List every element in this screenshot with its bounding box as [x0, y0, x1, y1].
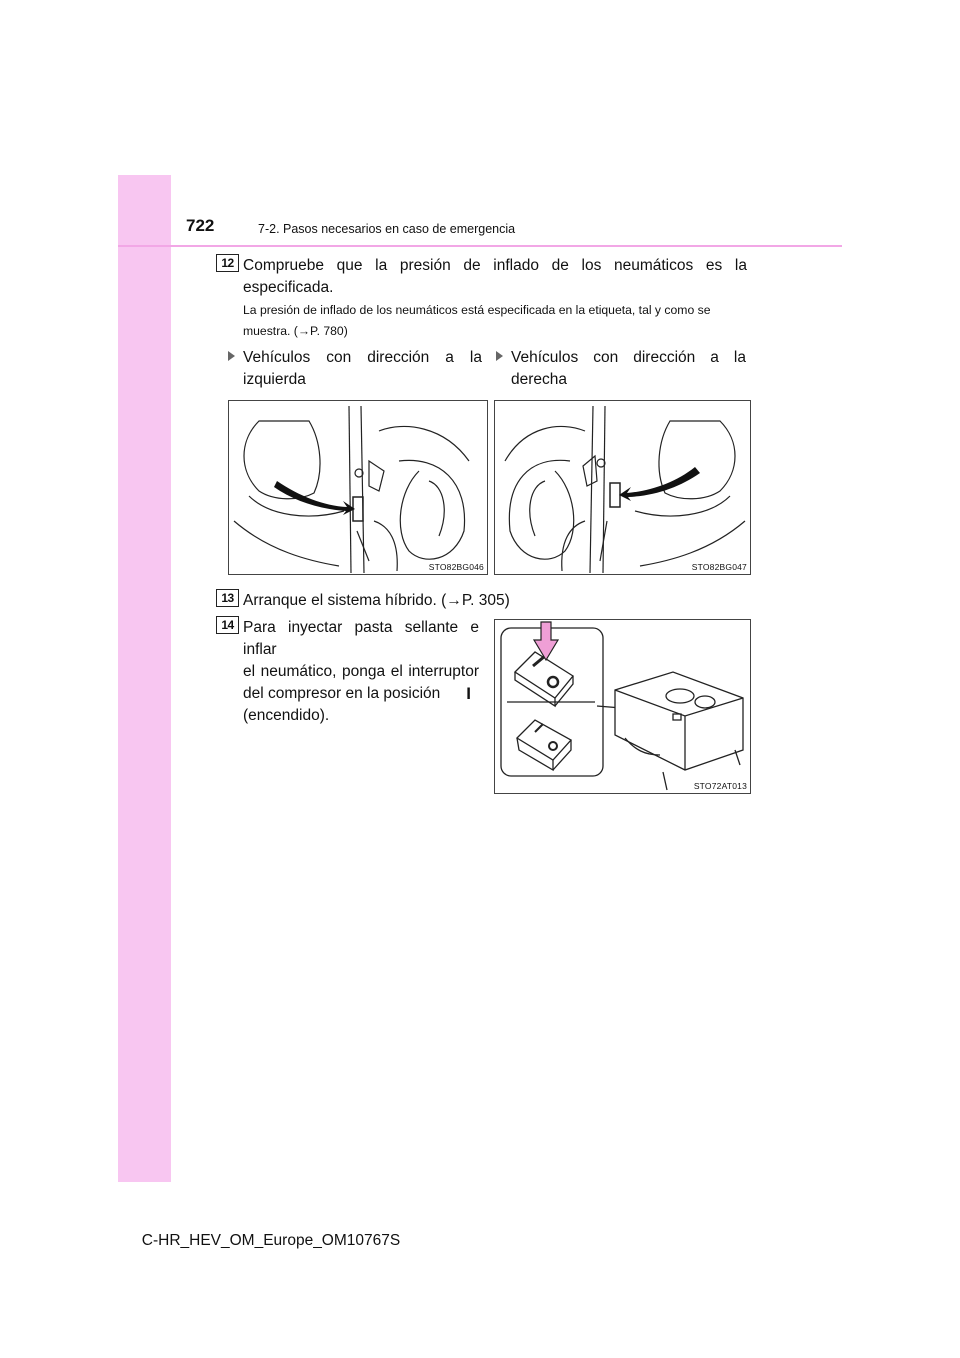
compressor-switch-illustration	[494, 619, 751, 794]
right-figure-code: STO82BG047	[691, 562, 747, 572]
step-14-badge: 14	[216, 616, 239, 634]
header-rule	[118, 245, 842, 247]
triangle-bullet-icon	[496, 351, 503, 361]
step-13-badge: 13	[216, 589, 239, 607]
on-position-symbol: I	[466, 684, 471, 703]
page-number: 722	[186, 216, 215, 235]
right-drive-illustration	[494, 400, 751, 575]
step-13-text: Arranque el sistema híbrido. (→P. 305)	[243, 592, 510, 609]
chapter-sidebar-tab	[118, 175, 171, 1182]
left-figure-code: STO82BG046	[428, 562, 484, 572]
door-pillar-drawing	[229, 401, 487, 574]
step-12-text: Compruebe que la presión de inflado de los neumáticos es la especificada.	[243, 257, 747, 296]
arrow-icon	[274, 481, 355, 515]
compressor-figure-code: STO72AT013	[693, 781, 747, 791]
compressor-drawing	[495, 620, 750, 793]
section-title: 7-2. Pasos necesarios en caso de emergencia	[258, 222, 516, 236]
right-drive-label: Vehículos con dirección a la derecha	[496, 347, 746, 391]
step-14-text: Para inyectar pasta sellante e inflar el neumático, ponga el interruptor del compresor en la posición I (encendido).	[243, 619, 479, 724]
door-pillar-drawing	[495, 401, 750, 574]
step-12-note: La presión de inflado de los neumáticos está especificada en la etiqueta, tal y como se muestra. (→P. 780)	[243, 303, 711, 338]
triangle-bullet-icon	[228, 351, 235, 361]
left-drive-illustration	[228, 400, 488, 575]
step-12-badge: 12	[216, 254, 239, 272]
left-drive-label: Vehículos con dirección a la izquierda	[228, 347, 482, 391]
footer-document-code: C-HR_HEV_OM_Europe_OM10767S	[141, 1232, 401, 1249]
